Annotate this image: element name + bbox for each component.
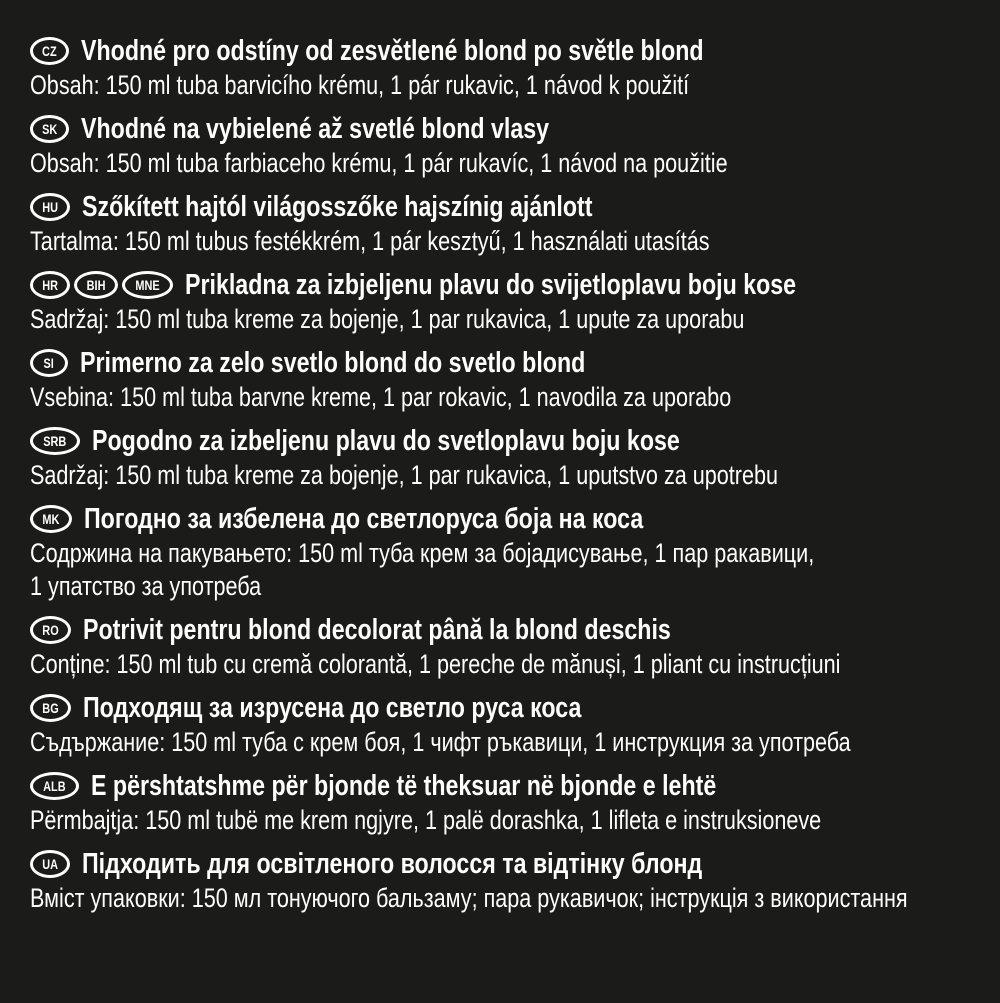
section-body-line: Obsah: 150 ml tuba barvicího krému, 1 pár rukavic, 1 návod k použití xyxy=(30,70,690,100)
heading-row xyxy=(30,612,992,648)
language-section-bg xyxy=(30,690,992,759)
language-section-mk xyxy=(30,501,992,603)
section-body-line: Содржина на пакувањето: 150 ml туба крем за бојадисување, 1 пар ракавици, xyxy=(30,538,815,568)
country-code-label: SRB xyxy=(43,433,67,449)
language-section-hr-bih-mne xyxy=(30,267,992,336)
country-code-label: SI xyxy=(43,355,55,371)
section-heading: Primerno za zelo svetlo blond do svetlo blond xyxy=(80,347,586,379)
country-code-label: UA xyxy=(42,856,59,872)
language-section-sk xyxy=(30,111,992,180)
heading-row xyxy=(30,189,992,225)
heading-row xyxy=(30,423,992,459)
country-code-label: BG xyxy=(42,700,59,716)
section-body-line: Obsah: 150 ml tuba farbiaceho krému, 1 pár rukavíc, 1 návod na použitie xyxy=(30,148,728,178)
country-code-label: RO xyxy=(42,622,59,638)
section-heading: Vhodné pro odstíny od zesvětlené blond po světle blond xyxy=(80,35,704,67)
country-code-label: BIH xyxy=(86,277,106,293)
section-heading: Vhodné na vybielené až svetlé blond vlasy xyxy=(81,113,550,145)
country-code-badge-bih xyxy=(74,271,118,299)
country-code-badge-alb xyxy=(30,772,79,800)
body-row xyxy=(30,726,992,759)
heading-row xyxy=(30,501,992,537)
section-heading: Pogodno za izbeljenu plavu do svetloplavu boju kose xyxy=(91,425,680,457)
language-section-alb xyxy=(30,768,992,837)
country-code-label: CZ xyxy=(42,43,57,59)
country-code-badge-bg xyxy=(30,694,71,722)
body-row xyxy=(30,882,992,915)
country-code-label: ALB xyxy=(43,778,66,794)
language-section-cz xyxy=(30,33,992,102)
body-row xyxy=(30,381,992,414)
country-code-badge-hr xyxy=(30,271,70,299)
country-code-badge-mne xyxy=(122,271,173,299)
body-row xyxy=(30,459,992,492)
country-code-label: MNE xyxy=(135,277,161,293)
section-body-line: Conține: 150 ml tub cu cremă colorantă, 1 pereche de mănuși, 1 pliant cu instrucțiuni xyxy=(30,649,841,679)
section-heading: Погодно за избелена до светлоруса боја на коса xyxy=(83,503,644,535)
language-section-srb xyxy=(30,423,992,492)
heading-row xyxy=(30,267,992,303)
country-code-label: HR xyxy=(42,277,59,293)
country-code-badge-ro xyxy=(30,616,71,644)
country-code-badge-ua xyxy=(30,850,70,878)
section-body-line: Sadržaj: 150 ml tuba kreme za bojenje, 1 par rukavica, 1 upute za uporabu xyxy=(30,304,745,334)
section-body-line: Tartalma: 150 ml tubus festékkrém, 1 pár kesztyű, 1 használati utasítás xyxy=(30,226,710,256)
country-code-badge-mk xyxy=(30,505,72,533)
language-section-si xyxy=(30,345,992,414)
body-row xyxy=(30,225,992,258)
heading-row xyxy=(30,846,992,882)
heading-row xyxy=(30,33,992,69)
section-heading: Prikladna za izbjeljenu plavu do svijetloplavu boju kose xyxy=(185,269,797,301)
section-body-line: Sadržaj: 150 ml tuba kreme za bojenje, 1 par rukavica, 1 uputstvo za upotrebu xyxy=(30,460,779,490)
section-heading: E përshtatshme për bjonde të theksuar në bjonde e lehtë xyxy=(90,770,717,802)
body-row xyxy=(30,648,992,681)
section-body-line: Съдържание: 150 ml туба с крем боя, 1 чифт ръкавици, 1 инструкция за употреба xyxy=(30,727,851,757)
body-row xyxy=(30,69,992,102)
country-code-badge-hu xyxy=(30,193,70,221)
heading-row xyxy=(30,345,992,381)
country-code-label: MK xyxy=(42,511,60,527)
body-row xyxy=(30,804,992,837)
heading-row xyxy=(30,768,992,804)
body-row xyxy=(30,570,992,603)
section-heading: Подходящ за изрусена до светло руса коса xyxy=(83,692,582,724)
section-body-line: Vsebina: 150 ml tuba barvne kreme, 1 par rokavic, 1 navodila za uporabo xyxy=(30,382,732,412)
heading-row xyxy=(30,111,992,147)
country-code-badge-srb xyxy=(30,427,80,455)
heading-row xyxy=(30,690,992,726)
language-section-hu xyxy=(30,189,992,258)
section-heading: Potrivit pentru blond decolorat până la blond deschis xyxy=(83,614,671,646)
body-row xyxy=(30,537,992,570)
section-heading: Підходить для освітленого волосся та відтінку блонд xyxy=(82,848,703,880)
language-section-ua xyxy=(30,846,992,915)
body-row xyxy=(30,303,992,336)
country-code-badge-cz xyxy=(30,37,69,65)
country-code-label: SK xyxy=(42,121,58,137)
section-body-line: 1 упатство за употреба xyxy=(30,571,262,601)
section-body-line: Вміст упаковки: 150 мл тонуючого бальзаму; пара рукавичок; інструкція з використання xyxy=(30,883,908,913)
language-section-ro xyxy=(30,612,992,681)
body-row xyxy=(30,147,992,180)
country-code-label: HU xyxy=(42,199,59,215)
section-heading: Szőkített hajtól világosszőke hajszínig ajánlott xyxy=(82,191,593,223)
section-body-line: Përmbajtja: 150 ml tubë me krem ngjyre, 1 palë dorashka, 1 lifleta e instruksioneve xyxy=(30,805,822,835)
country-code-badge-si xyxy=(30,349,68,377)
country-code-badge-sk xyxy=(30,115,69,143)
